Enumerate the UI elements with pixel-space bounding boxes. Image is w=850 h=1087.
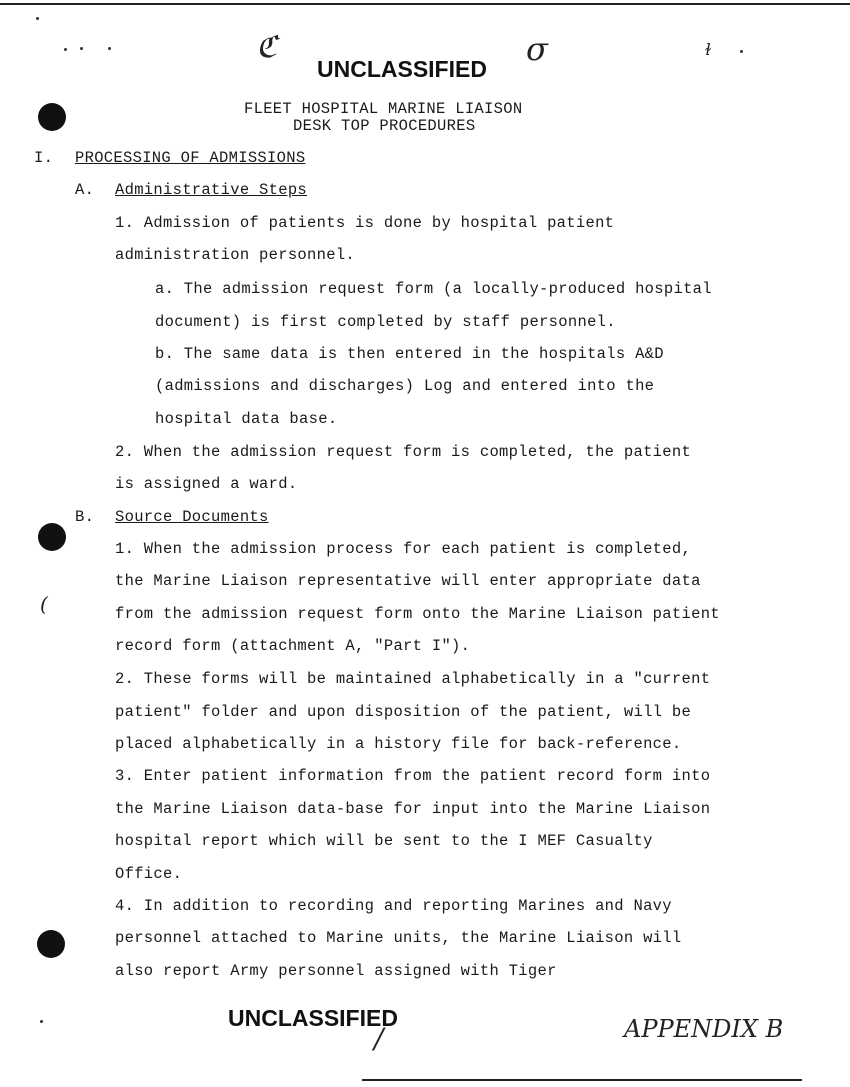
b-item1-line3: from the admission request form onto the Marine Liaison patient bbox=[115, 605, 720, 623]
b-item4-line2: personnel attached to Marine units, the Marine Liaison will bbox=[115, 929, 682, 947]
section-number: I. bbox=[34, 149, 54, 167]
scan-speck bbox=[80, 47, 83, 50]
punch-hole bbox=[38, 523, 66, 551]
a-item1-line1: 1. Admission of patients is done by hospital patient bbox=[115, 214, 615, 232]
b-item2-line2: patient" folder and upon disposition of the patient, will be bbox=[115, 703, 692, 721]
handwritten-appendix-note: APPENDIX B bbox=[624, 1015, 784, 1043]
punch-hole bbox=[38, 103, 66, 131]
scan-speck bbox=[36, 17, 39, 20]
subsection-a-title: Administrative Steps bbox=[115, 181, 308, 199]
scan-speck bbox=[40, 1020, 43, 1023]
a-item1b-line3: hospital data base. bbox=[155, 410, 338, 428]
b-item2-line1: 2. These forms will be maintained alphabetically in a "current bbox=[115, 670, 711, 688]
handwritten-mark-right: σ bbox=[526, 30, 548, 68]
b-item3-line2: the Marine Liaison data-base for input into the Marine Liaison bbox=[115, 800, 711, 818]
a-item1a-line2: document) is first completed by staff personnel. bbox=[155, 313, 616, 331]
handwritten-tick: ɫ bbox=[705, 40, 712, 59]
section-title: PROCESSING OF ADMISSIONS bbox=[75, 149, 306, 167]
b-item4-line3: also report Army personnel assigned with Tiger bbox=[115, 962, 557, 980]
b-item2-line3: placed alphabetically in a history file for back-reference. bbox=[115, 735, 682, 753]
a-item1-line2: administration personnel. bbox=[115, 246, 356, 264]
b-item1-line4: record form (attachment A, "Part I"). bbox=[115, 637, 471, 655]
a-item2-line1: 2. When the admission request form is completed, the patient bbox=[115, 443, 692, 461]
top-border-rule bbox=[0, 3, 850, 5]
classification-header: UNCLASSIFIED bbox=[317, 56, 487, 82]
a-item1a-line1: a. The admission request form (a locally-produced hospital bbox=[155, 280, 712, 298]
subsection-a-letter: A. bbox=[75, 181, 95, 199]
handwritten-slash: / bbox=[374, 1022, 384, 1055]
punch-hole bbox=[37, 930, 65, 958]
b-item1-line1: 1. When the admission process for each patient is completed, bbox=[115, 540, 692, 558]
document-title-line2: DESK TOP PROCEDURES bbox=[293, 117, 476, 135]
b-item1-line2: the Marine Liaison representative will enter appropriate data bbox=[115, 572, 701, 590]
b-item3-line4: Office. bbox=[115, 865, 183, 883]
b-item3-line3: hospital report which will be sent to the I MEF Casualty bbox=[115, 832, 653, 850]
scan-speck bbox=[108, 47, 111, 50]
document-title-line1: FLEET HOSPITAL MARINE LIAISON bbox=[244, 100, 523, 118]
classification-footer: UNCLASSIFIED bbox=[228, 1005, 398, 1031]
margin-mark: ( bbox=[40, 592, 48, 616]
scan-speck bbox=[740, 50, 743, 53]
a-item2-line2: is assigned a ward. bbox=[115, 475, 298, 493]
b-item4-line1: 4. In addition to recording and reporting Marines and Navy bbox=[115, 897, 672, 915]
a-item1b-line1: b. The same data is then entered in the hospitals A&D bbox=[155, 345, 664, 363]
scan-speck bbox=[64, 48, 67, 51]
b-item3-line1: 3. Enter patient information from the patient record form into bbox=[115, 767, 711, 785]
bottom-border-rule bbox=[362, 1079, 802, 1081]
handwritten-mark-left: ℭ bbox=[256, 30, 278, 65]
a-item1b-line2: (admissions and discharges) Log and entered into the bbox=[155, 377, 655, 395]
subsection-b-title: Source Documents bbox=[115, 508, 269, 526]
subsection-b-letter: B. bbox=[75, 508, 95, 526]
